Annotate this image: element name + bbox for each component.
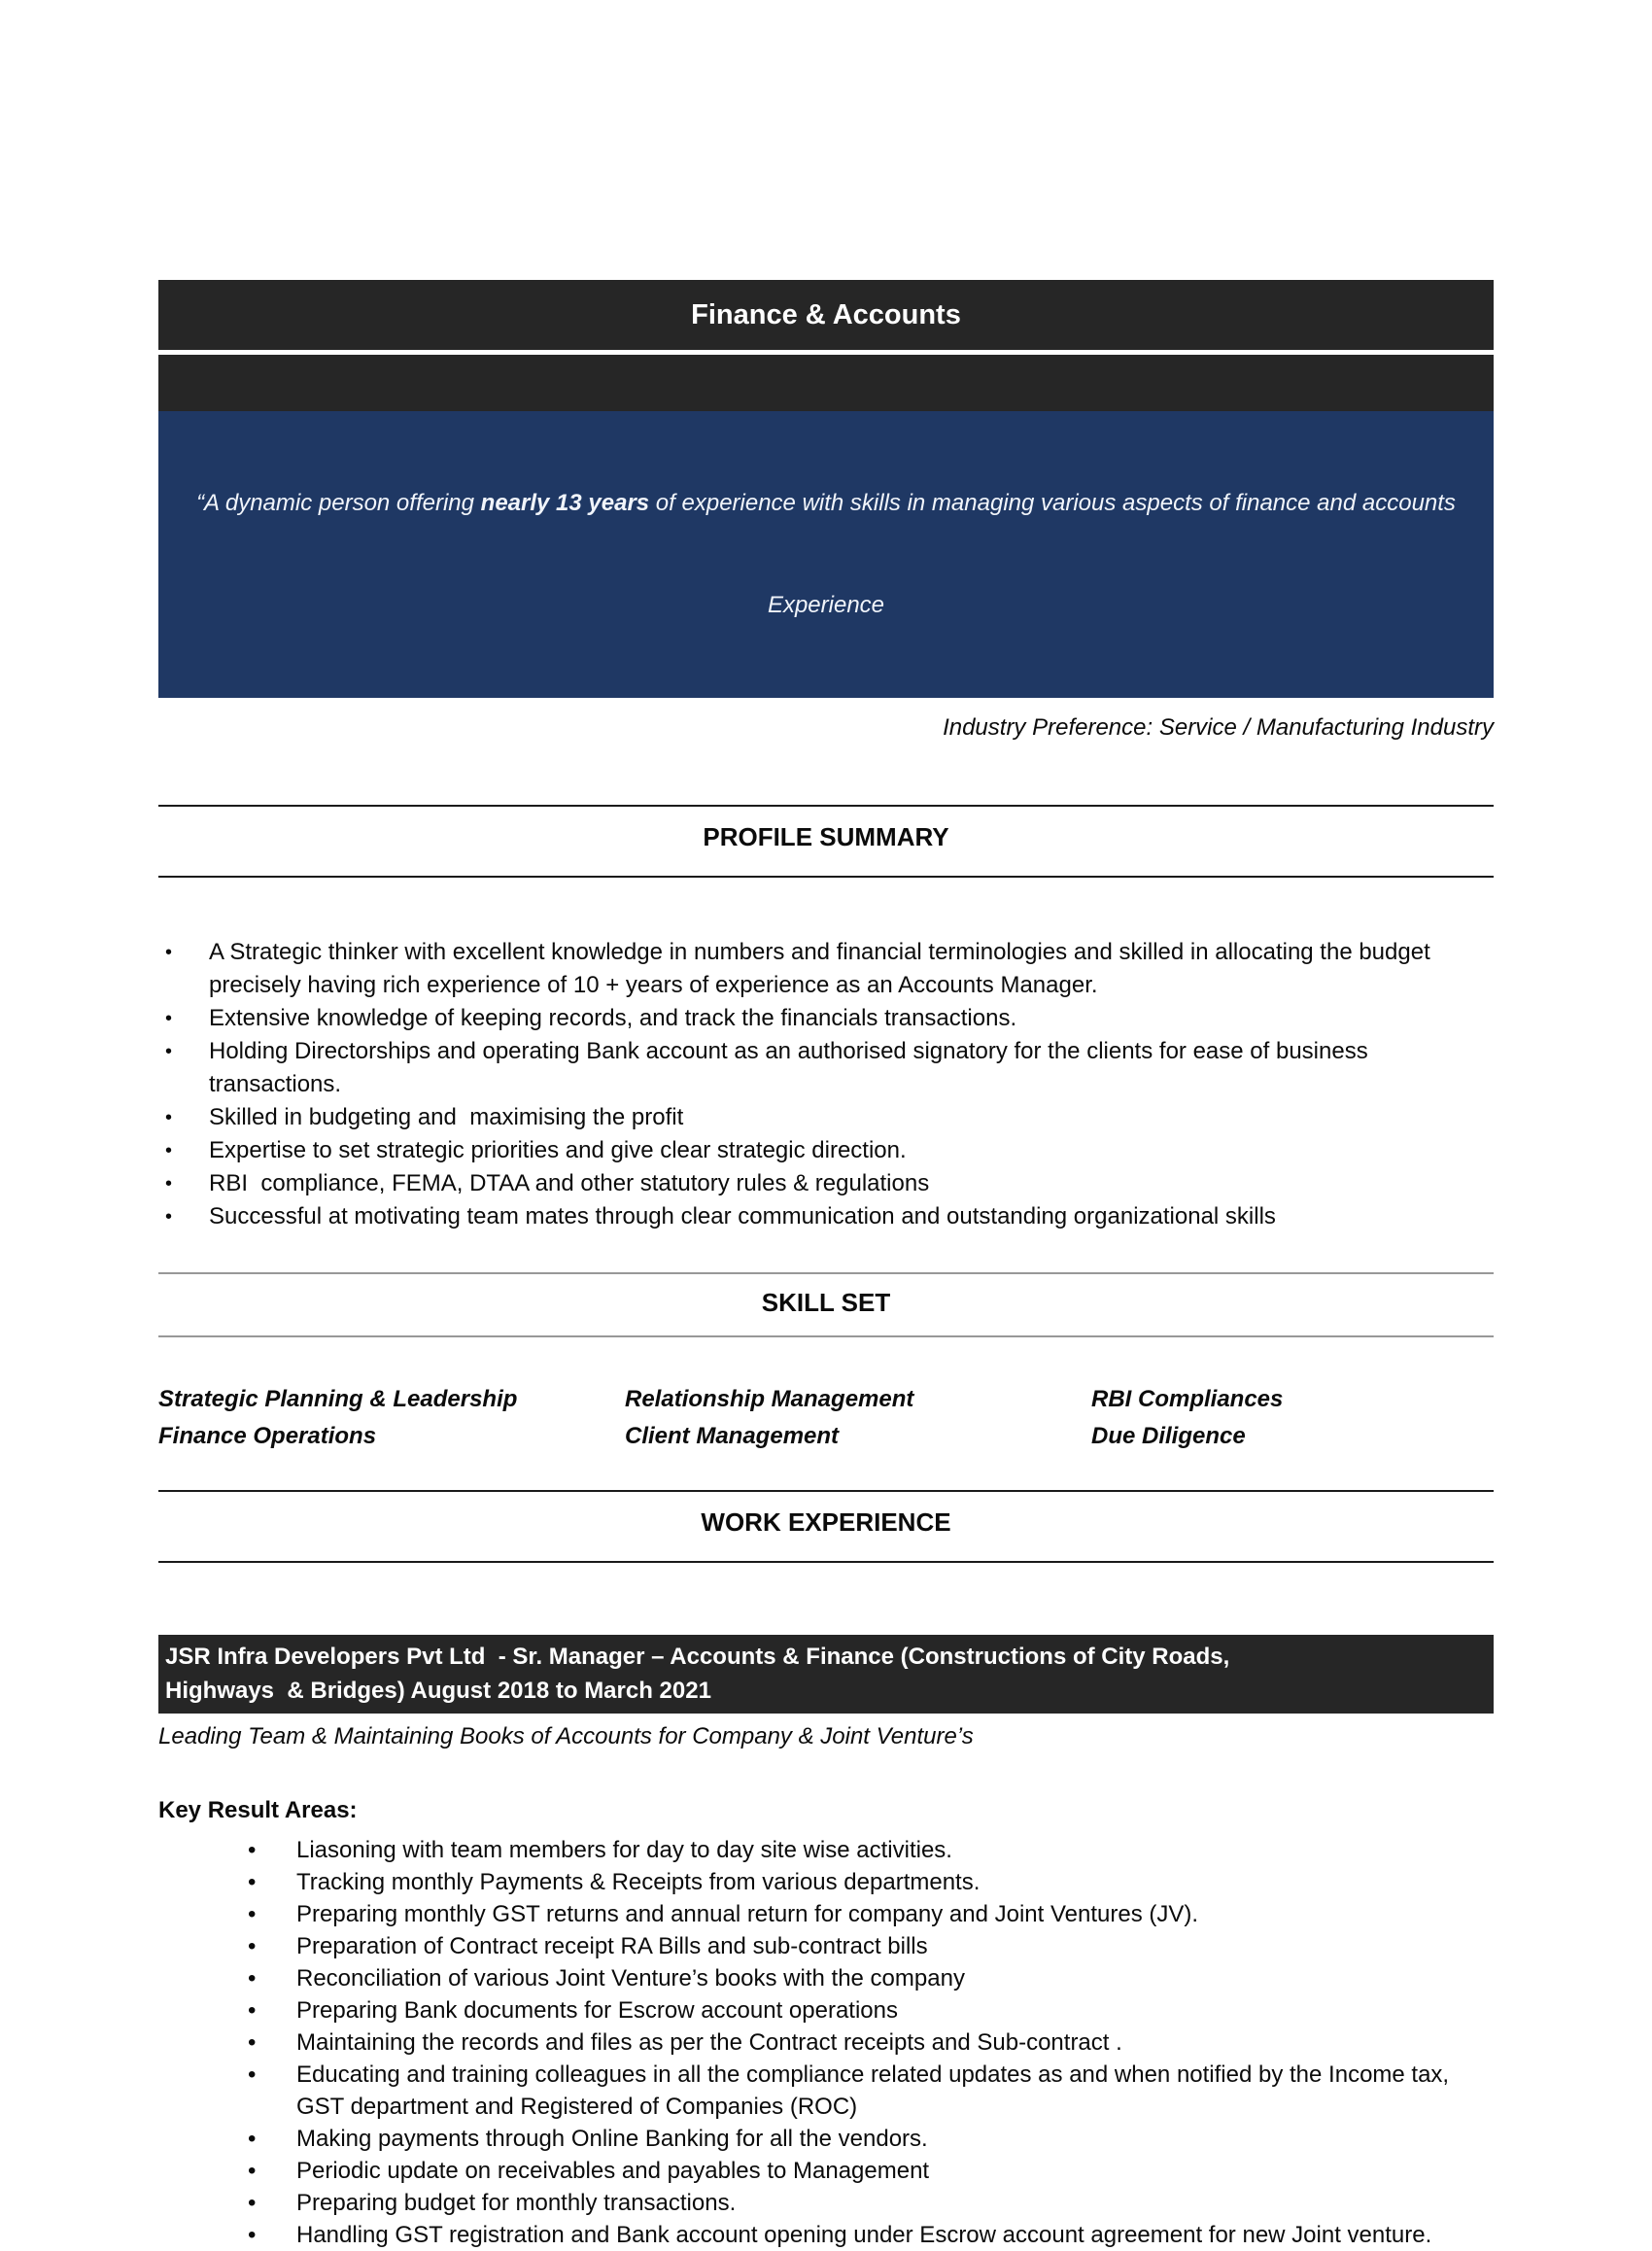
list-item: • A Strategic thinker with excellent knowledge in numbers and financial terminologies and skilled in allocating the budget precisely having rich experience of 10 + years of experience as an Accounts Manager.	[158, 936, 1494, 1002]
list-item: • Skilled in budgeting and maximising the profit	[158, 1101, 1494, 1134]
bullet-icon: •	[248, 1965, 257, 1991]
skill-item: Relationship Management	[625, 1386, 914, 1412]
skill-item: RBI Compliances	[1091, 1386, 1284, 1412]
profile-summary-list	[158, 936, 1494, 1233]
list-item: • Preparing budget for monthly transactions.	[158, 2187, 1494, 2219]
bullet-icon: •	[248, 2029, 257, 2056]
bullet-icon: •	[248, 1837, 257, 1863]
bullet-icon: •	[165, 1206, 173, 1228]
list-item: • Preparing Bank documents for Escrow account operations	[158, 1994, 1494, 2026]
skill-item: Finance Operations	[158, 1423, 377, 1449]
section-heading: SKILL SET	[761, 1288, 891, 1317]
title-bar	[158, 280, 1494, 350]
section-work-experience	[158, 1490, 1494, 1563]
quote-line-1	[188, 486, 1464, 520]
section-heading: PROFILE SUMMARY	[703, 822, 949, 851]
quote-line-2: Experience	[767, 592, 885, 618]
job-subtitle: Leading Team & Maintaining Books of Accounts for Company & Joint Venture’s	[158, 1723, 974, 1749]
bullet-icon: •	[248, 1933, 257, 1959]
bullet-icon: •	[165, 1173, 173, 1195]
list-item: • Extensive knowledge of keeping records, and track the financials transactions.	[158, 1002, 1494, 1035]
list-item: • Liasoning with team members for day to day site wise activities.	[158, 1834, 1494, 1866]
list-item: • Periodic update on receivables and payables to Management	[158, 2155, 1494, 2187]
skill-set-grid	[158, 1382, 1494, 1453]
bullet-icon: •	[165, 942, 173, 963]
list-item: • Handling GST registration and Bank account opening under Escrow account agreement for new Joint venture.	[158, 2219, 1494, 2251]
bullet-icon: •	[248, 2126, 257, 2152]
quote-text-post: of experience with skills in managing various aspects of finance and accounts	[649, 490, 1456, 516]
section-skill-set	[158, 1272, 1494, 1337]
section-heading: WORK EXPERIENCE	[701, 1507, 951, 1537]
bullet-icon: •	[248, 1869, 257, 1895]
quote-banner	[158, 411, 1494, 698]
bullet-icon: •	[248, 2061, 257, 2088]
list-item: • RBI compliance, FEMA, DTAA and other statutory rules & regulations	[158, 1167, 1494, 1200]
list-item: • Reconciliation of various Joint Venture’s books with the company	[158, 1962, 1494, 1994]
list-item: • Educating and training colleagues in all the compliance related updates as and when notified by the Income tax, GST department and Registered of Companies (ROC)	[158, 2059, 1494, 2123]
bullet-icon: •	[165, 1140, 173, 1161]
bullet-icon: •	[248, 1997, 257, 2024]
rule-bottom	[158, 1561, 1494, 1563]
skill-item: Due Diligence	[1091, 1423, 1246, 1449]
skill-item: Client Management	[625, 1423, 840, 1449]
skill-item: Strategic Planning & Leadership	[158, 1386, 518, 1412]
bullet-icon: •	[248, 2158, 257, 2184]
list-item: • Preparing monthly GST returns and annual return for company and Joint Ventures (JV).	[158, 1898, 1494, 1930]
list-item: • Making payments through Online Banking for all the vendors.	[158, 2123, 1494, 2155]
bullet-icon: •	[165, 1041, 173, 1062]
key-result-areas-list	[158, 1834, 1494, 2251]
header-empty-bar	[158, 355, 1494, 411]
section-profile-summary	[158, 805, 1494, 878]
bullet-icon: •	[165, 1008, 173, 1029]
list-item: • Successful at motivating team mates through clear communication and outstanding organizational skills	[158, 1200, 1494, 1233]
list-item: • Tracking monthly Payments & Receipts from various departments.	[158, 1866, 1494, 1898]
list-item: • Expertise to set strategic priorities and give clear strategic direction.	[158, 1134, 1494, 1167]
quote-text-pre: “A dynamic person offering	[196, 490, 481, 516]
bullet-icon: •	[165, 1107, 173, 1128]
key-result-areas-label: Key Result Areas:	[158, 1797, 358, 1823]
page-title: Finance & Accounts	[691, 298, 961, 330]
rule-bottom	[158, 876, 1494, 878]
bullet-icon: •	[248, 2190, 257, 2216]
list-item: • Holding Directorships and operating Bank account as an authorised signatory for the clients for ease of business transactions.	[158, 1035, 1494, 1101]
rule-bottom	[158, 1335, 1494, 1337]
bullet-icon: •	[248, 2222, 257, 2248]
list-item: • Preparation of Contract receipt RA Bills and sub-contract bills	[158, 1930, 1494, 1962]
quote-text-bold: nearly 13 years	[480, 490, 650, 516]
industry-preference: Industry Preference: Service / Manufacturing Industry	[943, 714, 1494, 741]
job-title-bar: JSR Infra Developers Pvt Ltd - Sr. Manager – Accounts & Finance (Constructions of City Roads, Highways & Bridges) August 2018 to March 2021	[158, 1635, 1494, 1714]
list-item: • Maintaining the records and files as per the Contract receipts and Sub-contract .	[158, 2026, 1494, 2059]
bullet-icon: •	[248, 1901, 257, 1927]
